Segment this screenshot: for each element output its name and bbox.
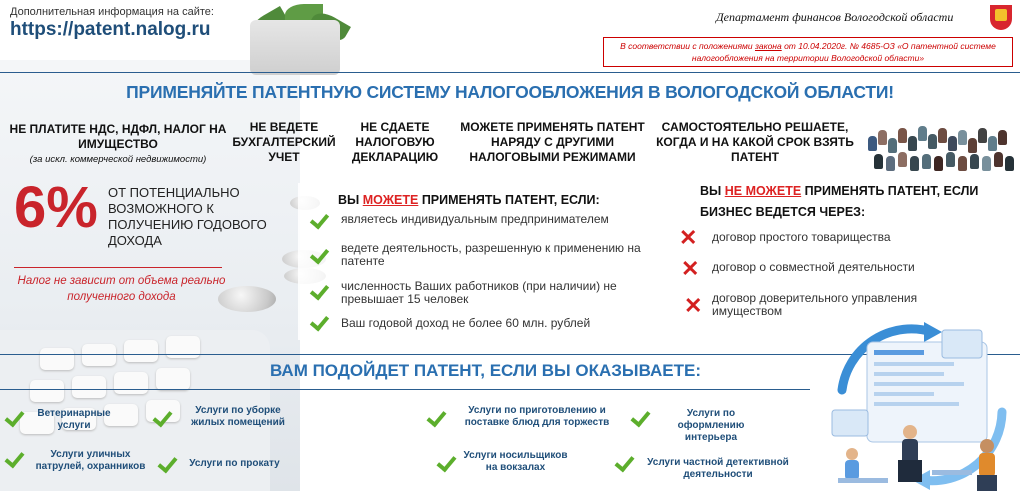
check-icon (5, 449, 25, 467)
service-item: Услуги по приготовлению и поставке блюд для торжеств (464, 405, 610, 428)
cross-icon: ✕ (684, 293, 703, 318)
check-icon (311, 210, 331, 228)
check-icon (615, 453, 635, 471)
service-item: Ветеринарные услуги (37, 408, 111, 431)
business-illustration (812, 320, 1020, 491)
divider (14, 267, 222, 268)
cross-icon: ✕ (681, 256, 700, 281)
check-icon (311, 312, 331, 330)
page-title: ПРИМЕНЯЙТЕ ПАТЕНТНУЮ СИСТЕМУ НАЛОГООБЛОЖЕНИЯ В ВОЛОГОДСКОЙ ОБЛАСТИ! (126, 82, 894, 102)
services-heading: ВАМ ПОДОЙДЕТ ПАТЕНТ, ЕСЛИ ВЫ ОКАЗЫВАЕТЕ: (270, 361, 702, 380)
can-condition-item: численность Ваших работников (при наличии) не превышает 15 человек (341, 279, 617, 306)
check-icon (153, 408, 173, 426)
check-icon (311, 281, 331, 299)
check-icon (158, 454, 178, 472)
can-condition-item: ведете деятельность, разрешенную к применению на патенте (341, 241, 641, 268)
tax-rate-description: ОТ ПОТЕНЦИАЛЬНО ВОЗМОЖНОГО К ПОЛУЧЕНИЮ ГОДОВОГО ДОХОДА (108, 185, 267, 248)
check-icon (427, 408, 447, 426)
plant-pot-image (250, 20, 340, 75)
service-item: Услуги по уборке жилых помещений (191, 405, 285, 428)
can-condition-item: Ваш годовой доход не более 60 млн. рублей (341, 316, 591, 330)
cannot-condition-item: договор простого товарищества (712, 230, 891, 244)
crowd-image (866, 126, 1016, 172)
check-icon (437, 453, 457, 471)
feature-note: (за искл. коммерческой недвижимости) (29, 154, 207, 165)
section-divider (0, 389, 810, 390)
check-icon (5, 408, 25, 426)
service-item: Услуги по прокату (189, 458, 280, 469)
cannot-condition-item: договор о совместной деятельности (712, 260, 915, 274)
law-link[interactable]: закона (754, 41, 782, 51)
feature-no-taxes: НЕ ПЛАТИТЕ НДС, НДФЛ, НАЛОГ НА ИМУЩЕСТВО (за искл. коммерческой недвижимости) (9, 122, 227, 165)
tax-rate-value: 6% (14, 175, 98, 240)
header-divider (0, 72, 1020, 73)
check-icon (631, 408, 651, 426)
cross-icon: ✕ (679, 225, 698, 250)
feature-choose-term: САМОСТОЯТЕЛЬНО РЕШАЕТЕ, КОГДА И НА КАКОЙ СРОК ВЗЯТЬ ПАТЕНТ (656, 120, 854, 164)
law-reference: В соответствии с положениями закона от 10.04.2020г. № 4685-ОЗ «О патентной системе налогообложения на территории Вологодской области» (603, 37, 1013, 67)
service-item: Услуги носильщиков на вокзалах (463, 450, 568, 473)
service-item: Услуги по оформлению интерьера (677, 408, 745, 443)
cannot-apply-heading: ВЫ НЕ МОЖЕТЕ ПРИМЕНЯТЬ ПАТЕНТ, ЕСЛИ БИЗНЕС ВЕДЕТСЯ ЧЕРЕЗ: (700, 184, 979, 219)
site-url-link[interactable]: https://patent.nalog.ru (10, 19, 211, 40)
service-item: Услуги уличных патрулей, охранников (35, 449, 146, 472)
feature-no-declaration: НЕ СДАЕТЕ НАЛОГОВУЮ ДЕКЛАРАЦИЮ (351, 120, 439, 164)
cannot-condition-item: договор доверительного управления имуществом (712, 291, 918, 318)
site-label: Дополнительная информация на сайте: (10, 6, 214, 18)
check-icon (311, 245, 331, 263)
can-condition-item: являетесь индивидуальным предпринимателем (341, 212, 609, 226)
department-name: Департамент финансов Вологодской области (716, 10, 954, 24)
feature-no-accounting: НЕ ВЕДЕТЕ БУХГАЛТЕРСКИЙ УЧЕТ (232, 120, 336, 164)
feature-combine-regimes: МОЖЕТЕ ПРИМЕНЯТЬ ПАТЕНТ НАРЯДУ С ДРУГИМИ НАЛОГОВЫМИ РЕЖИМАМИ (460, 120, 645, 164)
service-item: Услуги частной детективной деятельности (647, 457, 789, 480)
can-apply-heading: ВЫ МОЖЕТЕ ПРИМЕНЯТЬ ПАТЕНТ, ЕСЛИ: (338, 193, 600, 207)
tax-rate-note: Налог не зависит от объема реально полученного дохода (17, 275, 226, 303)
coat-of-arms-icon (990, 5, 1012, 30)
